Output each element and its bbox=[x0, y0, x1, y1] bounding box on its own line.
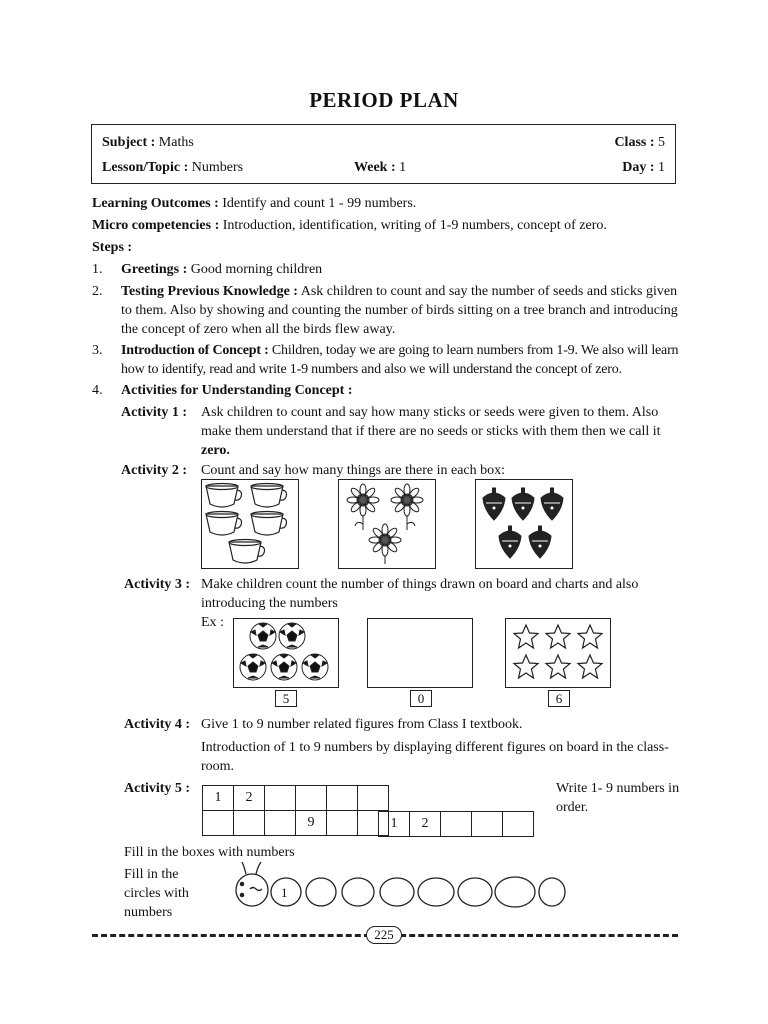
activity-4-text: Give 1 to 9 number related figures from Class I textbook. bbox=[201, 717, 523, 732]
caterpillar-circle[interactable] bbox=[418, 878, 454, 906]
balls-picture-box bbox=[233, 618, 339, 688]
micro-competencies: Micro competencies : Introduction, identification, writing of 1-9 numbers, concept of zero. bbox=[92, 218, 607, 233]
class-field: Class : 5 bbox=[614, 135, 665, 150]
week-field: Week : 1 bbox=[354, 160, 407, 175]
activity-5-label: Activity 5 : bbox=[124, 781, 191, 796]
grid-cell[interactable] bbox=[203, 811, 234, 836]
steps-heading: Steps : bbox=[92, 240, 133, 255]
cups-illustration bbox=[202, 480, 297, 567]
stars-illustration bbox=[506, 619, 609, 686]
count-box-empty: 0 bbox=[410, 690, 432, 707]
step-number: 3. bbox=[92, 343, 103, 358]
grid-cell[interactable] bbox=[234, 811, 265, 836]
caterpillar-circle[interactable] bbox=[342, 878, 374, 906]
footballs-illustration bbox=[234, 619, 337, 686]
write-numbers-text: Write 1- 9 numbers in order. bbox=[556, 781, 680, 815]
activity-2-label: Activity 2 : bbox=[121, 463, 188, 478]
caterpillar-circle[interactable] bbox=[306, 878, 336, 906]
activity-4-text-2: Introduction of 1 to 9 numbers by displaying different figures on board in the class-room. bbox=[201, 740, 669, 774]
number-strip bbox=[378, 811, 534, 837]
page-number: 225 bbox=[366, 926, 402, 944]
grid-cell[interactable] bbox=[296, 786, 327, 811]
lesson-field: Lesson/Topic : Numbers bbox=[102, 160, 244, 175]
learning-outcomes: Learning Outcomes : Identify and count 1 - 99 numbers. bbox=[92, 196, 417, 211]
strip-row bbox=[379, 812, 534, 837]
caterpillar-circle[interactable] bbox=[539, 878, 565, 906]
subject-field: Subject : Maths bbox=[102, 135, 194, 150]
fill-circles-text: Fill in the circles with numbers bbox=[124, 867, 189, 920]
strip-cell[interactable] bbox=[503, 812, 534, 837]
grid-cell[interactable]: 1 bbox=[203, 786, 234, 811]
activity-3-text: Make children count the number of things drawn on board and charts and also introducing the numbers bbox=[201, 577, 639, 611]
strip-cell[interactable] bbox=[441, 812, 472, 837]
caterpillar-head bbox=[236, 874, 268, 906]
step-number: 4. bbox=[92, 383, 103, 398]
number-grid bbox=[202, 785, 389, 836]
step-number: 1. bbox=[92, 262, 103, 277]
activity-1-text: Ask children to count and say how many sticks or seeds were given to them. Also make them understand that if there are no seeds or sticks with them then we call it zero. bbox=[201, 405, 661, 458]
tops-picture-box bbox=[475, 479, 573, 569]
stars-picture-box bbox=[505, 618, 611, 688]
grid-row bbox=[203, 786, 389, 811]
grid-cell[interactable] bbox=[358, 786, 389, 811]
count-box-balls: 5 bbox=[275, 690, 297, 707]
step-greetings: Greetings : Good morning children bbox=[121, 262, 323, 277]
step-activities-heading: Activities for Understanding Concept : bbox=[121, 383, 353, 398]
step-previous-knowledge: Testing Previous Knowledge : Ask children to count and say the number of seeds and sticks given to them. Also by showing and counting the number of birds sitting on a tree branch and introducing the concept of zero when all the birds flew away. bbox=[121, 284, 678, 337]
strip-cell[interactable] bbox=[472, 812, 503, 837]
empty-picture-box bbox=[367, 618, 473, 688]
example-label: Ex : bbox=[201, 615, 224, 630]
grid-cell[interactable]: 2 bbox=[234, 786, 265, 811]
day-field: Day : 1 bbox=[622, 160, 665, 175]
caterpillar-circle[interactable] bbox=[495, 877, 535, 907]
caterpillar-circle[interactable] bbox=[380, 878, 414, 906]
step-number: 2. bbox=[92, 284, 103, 299]
grid-cell[interactable] bbox=[265, 811, 296, 836]
strip-cell[interactable]: 1 bbox=[379, 812, 410, 837]
sunflowers-illustration bbox=[339, 480, 434, 567]
sunflowers-picture-box bbox=[338, 479, 436, 569]
count-box-stars: 6 bbox=[548, 690, 570, 707]
grid-cell[interactable] bbox=[327, 811, 358, 836]
fill-boxes-text: Fill in the boxes with numbers bbox=[124, 845, 295, 860]
caterpillar-circle[interactable] bbox=[458, 878, 492, 906]
caterpillar-first-number: 1 bbox=[281, 885, 288, 900]
grid-cell[interactable] bbox=[265, 786, 296, 811]
cups-picture-box bbox=[201, 479, 299, 569]
spinning-tops-illustration bbox=[476, 480, 571, 567]
activity-1-label: Activity 1 : bbox=[121, 405, 188, 420]
grid-cell[interactable] bbox=[327, 786, 358, 811]
grid-cell[interactable]: 9 bbox=[296, 811, 327, 836]
strip-cell[interactable]: 2 bbox=[410, 812, 441, 837]
grid-row bbox=[203, 811, 389, 836]
step-introduction: Introduction of Concept : Children, today we are going to learn numbers from 1-9. We also will learn how to identify, read and write 1-9 numbers and also we will understand the concept of zero. bbox=[121, 343, 679, 377]
lesson-info-box bbox=[91, 124, 676, 184]
activity-2-text: Count and say how many things are there in each box: bbox=[201, 463, 506, 478]
page-title: PERIOD PLAN bbox=[309, 88, 459, 112]
activity-3-label: Activity 3 : bbox=[124, 577, 191, 592]
activity-4-label: Activity 4 : bbox=[124, 717, 191, 732]
